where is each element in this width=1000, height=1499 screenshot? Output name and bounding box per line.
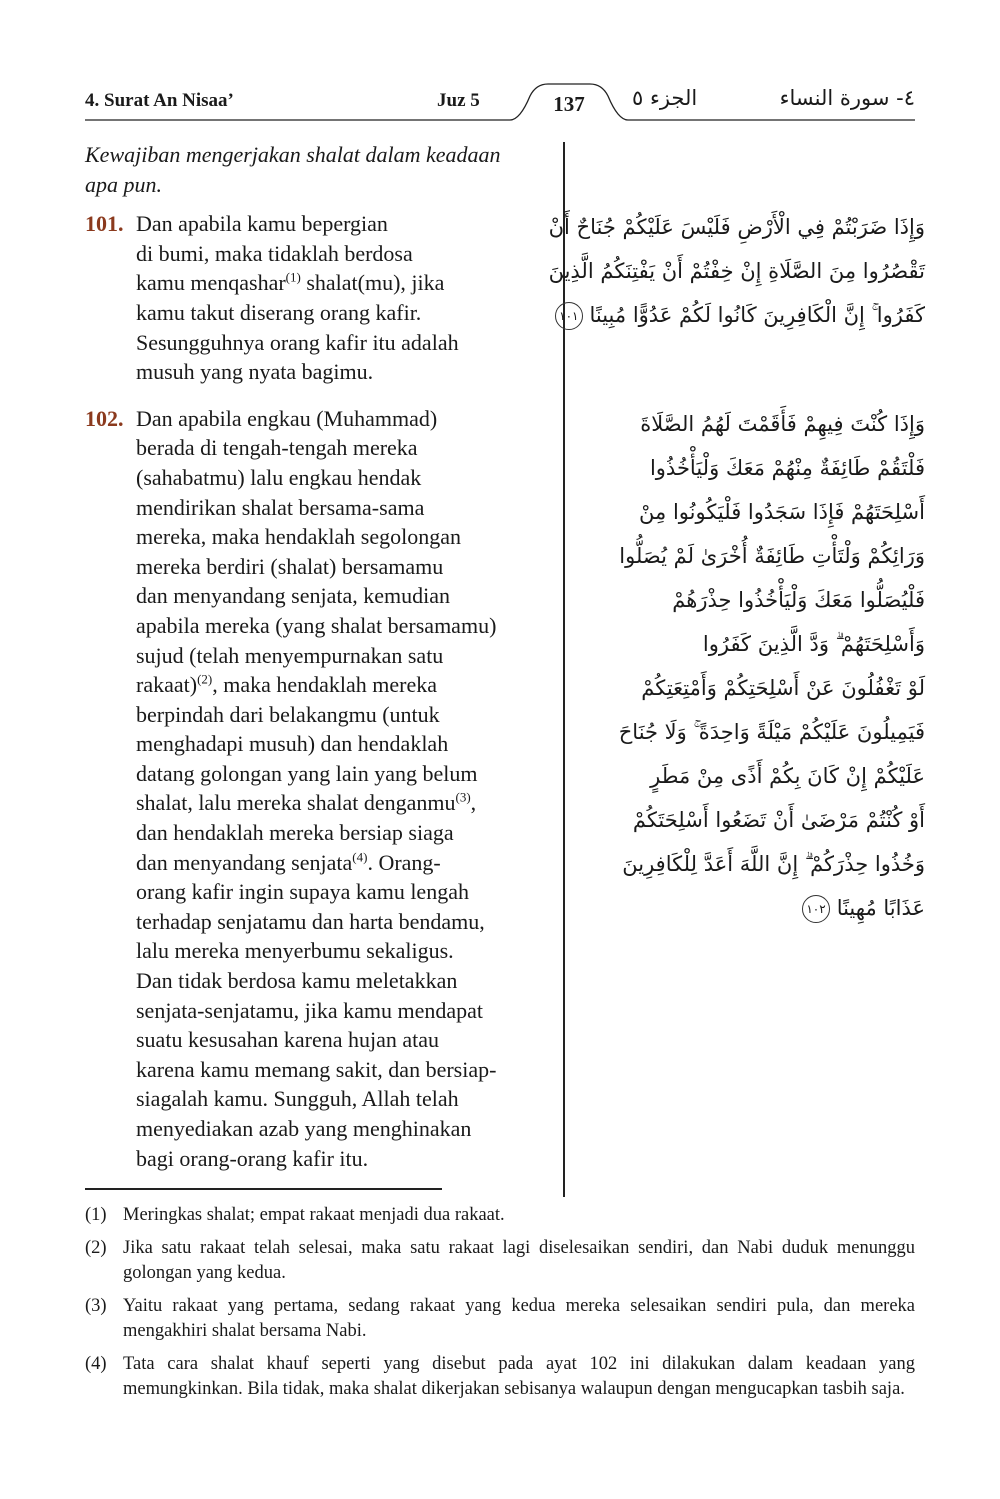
arabic-verse-102 bbox=[595, 402, 925, 930]
arabic-line: عَلَيْكُمْ إِنْ كَانَ بِكُمْ أَذًى مِنْ مَطَرٍ bbox=[650, 764, 925, 788]
footnote-number: (1) bbox=[85, 1205, 107, 1225]
footnote-ref: (4) bbox=[352, 849, 368, 865]
arabic-line bbox=[559, 293, 925, 337]
arabic-line: وَرَائِكُمْ وَلْتَأْتِ طَائِفَةٌ أُخْرَىٰ لَمْ يُصَلُّوا bbox=[619, 544, 925, 568]
arabic-line: فَلْيُصَلُّوا مَعَكَ وَلْيَأْخُذُوا حِذْرَهُمْ bbox=[672, 588, 925, 612]
section-subtitle: Kewajiban mengerjakan shalat dalam keadaan apa pun. bbox=[85, 142, 501, 197]
footnotes bbox=[85, 1203, 915, 1410]
footnote-item bbox=[85, 1352, 915, 1403]
translation-column bbox=[85, 140, 555, 1190]
verse-text-part: , maka hendaklah mereka berpindah dari belakangmu (untuk menghadapi musuh) dan hendaklah datang golongan yang lain yang belum shalat, lalu mereka shalat denganmu bbox=[136, 672, 478, 816]
page-header bbox=[85, 78, 915, 128]
arabic-line: تَقْصُرُوا مِنَ الصَّلَاةِ إِنْ خِفْتُمْ أَنْ يَفْتِنَكُمُ الَّذِينَ bbox=[548, 259, 925, 283]
footnote-item bbox=[85, 1203, 915, 1229]
footnote-ref: (1) bbox=[285, 270, 301, 286]
verse-text-part: , dan hendaklah mereka bersiap siaga dan menyandang senjata bbox=[136, 790, 477, 875]
arabic-text: كَفَرُوا ۚ إِنَّ الْكَافِرِينَ كَانُوا لَكُمْ عَدُوًّا مُبِينًا bbox=[589, 303, 925, 327]
verse-text-part: shalat(mu), jika kamu takut diserang orang kafir. Sesungguhnya orang kafir itu adalah musuh yang nyata bagimu. bbox=[136, 270, 459, 385]
footnote-number: (3) bbox=[85, 1295, 107, 1316]
verse-101 bbox=[85, 209, 555, 387]
arabic-line: فَلْتَقُمْ طَائِفَةٌ مِنْهُمْ مَعَكَ وَلْيَأْخُذُوا bbox=[649, 456, 925, 480]
verse-text-part: Dan apabila engkau (Muhammad) berada di tengah-tengah mereka (sahabatmu) lalu engkau hendak mendirikan shalat bersama-sama mereka, maka hendaklah segolongan mereka berdiri (shalat) bersamamu dan menyandang senjata, kemudian apabila mereka (yang shalat bersamamu) sujud (telah menyempurnakan satu rakaat) bbox=[136, 405, 497, 698]
verse-102 bbox=[85, 404, 555, 1173]
verse-text-part: . Orang- orang kafir ingin supaya kamu lengah terhadap senjatamu dan harta bendamu, lalu mereka menyerbumu sekaligus. Dan tidak berdosa kamu meletakkan senjata-senjatamu, jika kamu mendapat suatu kesusahan karena hujan atau karena kamu memang sakit, dan bersiap- siagalah kamu. Sungguh, Allah telah menyediakan azab yang menghinakan bagi orang-orang kafir itu. bbox=[136, 849, 497, 1171]
footnote-ref: (2) bbox=[197, 671, 213, 687]
arabic-line: أَسْلِحَتَهُمْ فَإِذَا سَجَدُوا فَلْيَكُونُوا مِنْ bbox=[639, 500, 925, 524]
arabic-line: وَإِذَا كُنْتَ فِيهِمْ فَأَقَمْتَ لَهُمُ الصَّلَاةَ bbox=[640, 412, 925, 436]
footnote-item bbox=[85, 1294, 915, 1345]
footnote-text: Meringkas shalat; empat rakaat menjadi dua rakaat. bbox=[123, 1205, 505, 1225]
footnote-text: Yaitu rakaat yang pertama, sedang rakaat yang kedua mereka selesaikan sendiri pula, dan mereka mengakhiri shalat bersama Nabi. bbox=[123, 1295, 915, 1341]
surah-title-latin: 4. Surat An Nisaa’ bbox=[85, 90, 234, 111]
footnote-text: Jika satu rakaat telah selesai, maka satu rakaat lagi diselesaikan sendiri, dan Nabi duduk menunggu golongan yang kedua. bbox=[123, 1237, 915, 1283]
footnote-item bbox=[85, 1236, 915, 1287]
verse-text bbox=[136, 404, 555, 1173]
arabic-text: عَذَابًا مُهِينًا bbox=[836, 896, 925, 920]
footnote-rule bbox=[85, 1188, 442, 1190]
footnote-ref: (3) bbox=[455, 790, 471, 806]
footnote-number: (2) bbox=[85, 1237, 107, 1258]
surah-title-arabic: ٤- سورة النساء bbox=[779, 86, 915, 110]
arabic-verse-101 bbox=[548, 205, 925, 337]
page-number: 137 bbox=[553, 92, 585, 116]
footnote-number: (4) bbox=[85, 1353, 107, 1374]
arabic-line: لَوْ تَغْفُلُونَ عَنْ أَسْلِحَتِكُمْ وَأَمْتِعَتِكُمْ bbox=[641, 676, 925, 700]
arabic-line bbox=[595, 886, 925, 930]
arabic-line: وَخُذُوا حِذْرَكُمْ ۗ إِنَّ اللَّهَ أَعَدَّ لِلْكَافِرِينَ bbox=[622, 852, 925, 876]
juz-label-arabic: الجزء ٥ bbox=[632, 86, 698, 110]
ayah-number-marker: ١٠١ bbox=[555, 302, 583, 330]
verse-text bbox=[136, 209, 555, 387]
arabic-line: فَيَمِيلُونَ عَلَيْكُمْ مَيْلَةً وَاحِدَةً ۚ وَلَا جُنَاحَ bbox=[618, 720, 925, 744]
footnote-text: Tata cara shalat khauf seperti yang disebut pada ayat 102 ini dilakukan dalam keadaan yang memungkinkan. Bila tidak, maka shalat dikerjakan sebisanya walaupun dengan mengucapkan tasbih saja. bbox=[123, 1353, 915, 1399]
verse-number: 101. bbox=[85, 211, 124, 237]
verse-number: 102. bbox=[85, 405, 124, 431]
juz-label-latin: Juz 5 bbox=[437, 90, 480, 111]
ayah-number-marker: ١٠٢ bbox=[802, 895, 830, 923]
verse-text-part: Dan apabila kamu bepergian di bumi, maka tidaklah berdosa kamu menqashar bbox=[136, 211, 413, 296]
arabic-line: أَوْ كُنْتُمْ مَرْضَىٰ أَنْ تَضَعُوا أَسْلِحَتَكُمْ bbox=[632, 808, 925, 832]
arabic-line: وَإِذَا ضَرَبْتُمْ فِي الْأَرْضِ فَلَيْسَ عَلَيْكُمْ جُنَاحٌ أَنْ bbox=[548, 215, 925, 239]
arabic-line: وَأَسْلِحَتَهُمْ ۗ وَدَّ الَّذِينَ كَفَرُوا bbox=[702, 632, 925, 656]
